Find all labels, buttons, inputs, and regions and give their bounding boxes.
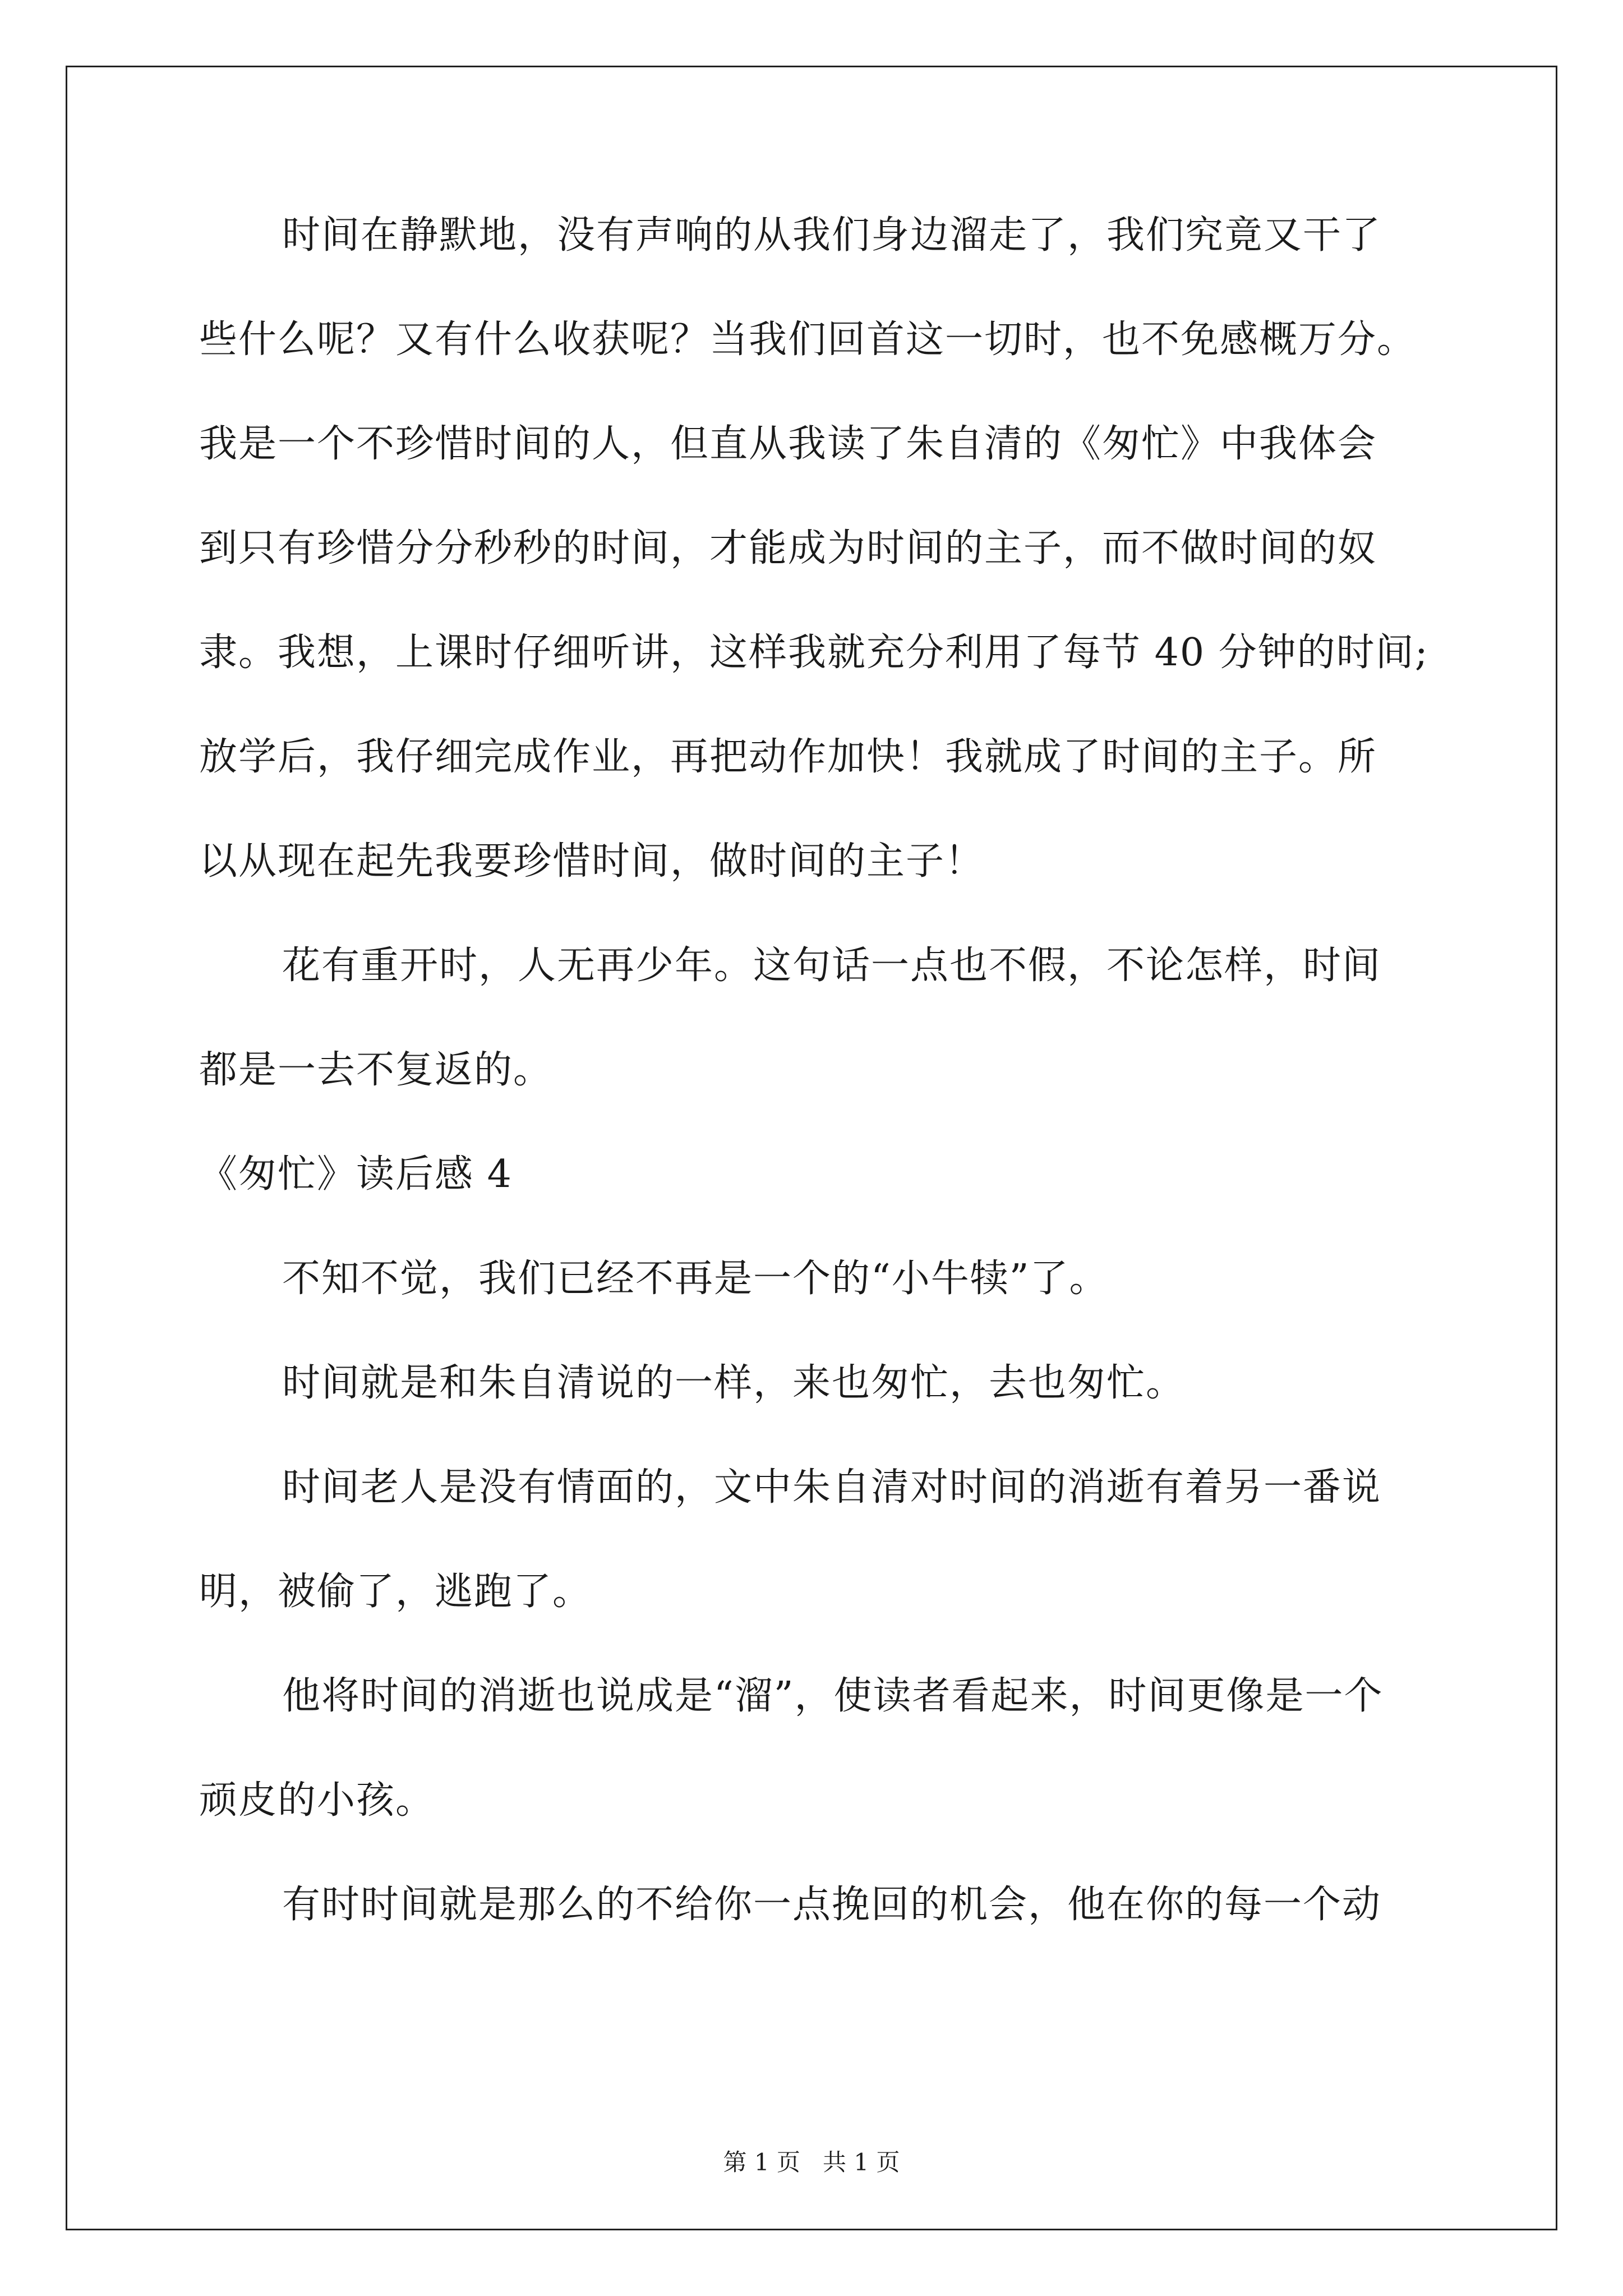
text-line: 有时时间就是那么的不给你一点挽回的机会，他在你的每一个动 <box>282 1883 1382 1927</box>
text-line: 花有重开时，人无再少年。这句话一点也不假，不论怎样，时间 <box>282 944 1382 988</box>
section-heading: 《匆忙》读后感 4 <box>199 1152 513 1197</box>
text-line: 我是一个不珍惜时间的人，但直从我读了朱自清的《匆忙》中我体会 <box>199 422 1377 466</box>
text-line: 他将时间的消逝也说成是“溜”，使读者看起来，时间更像是一个 <box>282 1674 1384 1718</box>
text-line: 顽皮的小孩。 <box>199 1778 435 1823</box>
text-line: 以从现在起先我要珍惜时间，做时间的主子！ <box>199 839 985 884</box>
text-line: 放学后，我仔细完成作业，再把动作加快！我就成了时间的主子。所 <box>199 735 1377 779</box>
text-line: 不知不觉，我们已经不再是一个的“小牛犊”了。 <box>282 1257 1109 1301</box>
page-footer: 第 1 页 共 1 页 <box>723 2148 900 2176</box>
text-line: 些什么呢？又有什么收获呢？当我们回首这一切时，也不免感概万分。 <box>199 318 1417 362</box>
text-line: 时间就是和朱自清说的一样，来也匆忙，去也匆忙。 <box>282 1361 1186 1405</box>
text-line: 时间老人是没有情面的，文中朱自清对时间的消逝有着另一番说 <box>282 1465 1382 1510</box>
text-line: 隶。我想，上课时仔细听讲，这样我就充分利用了每节 40 分钟的时间; <box>199 631 1429 675</box>
text-line: 时间在静默地，没有声响的从我们身边溜走了，我们究竟又干了 <box>282 213 1382 257</box>
text-line: 都是一去不复返的。 <box>199 1048 553 1092</box>
text-line: 明，被偷了，逃跑了。 <box>199 1570 592 1614</box>
text-line: 到只有珍惜分分秒秒的时间，才能成为时间的主子，而不做时间的奴 <box>199 526 1377 570</box>
